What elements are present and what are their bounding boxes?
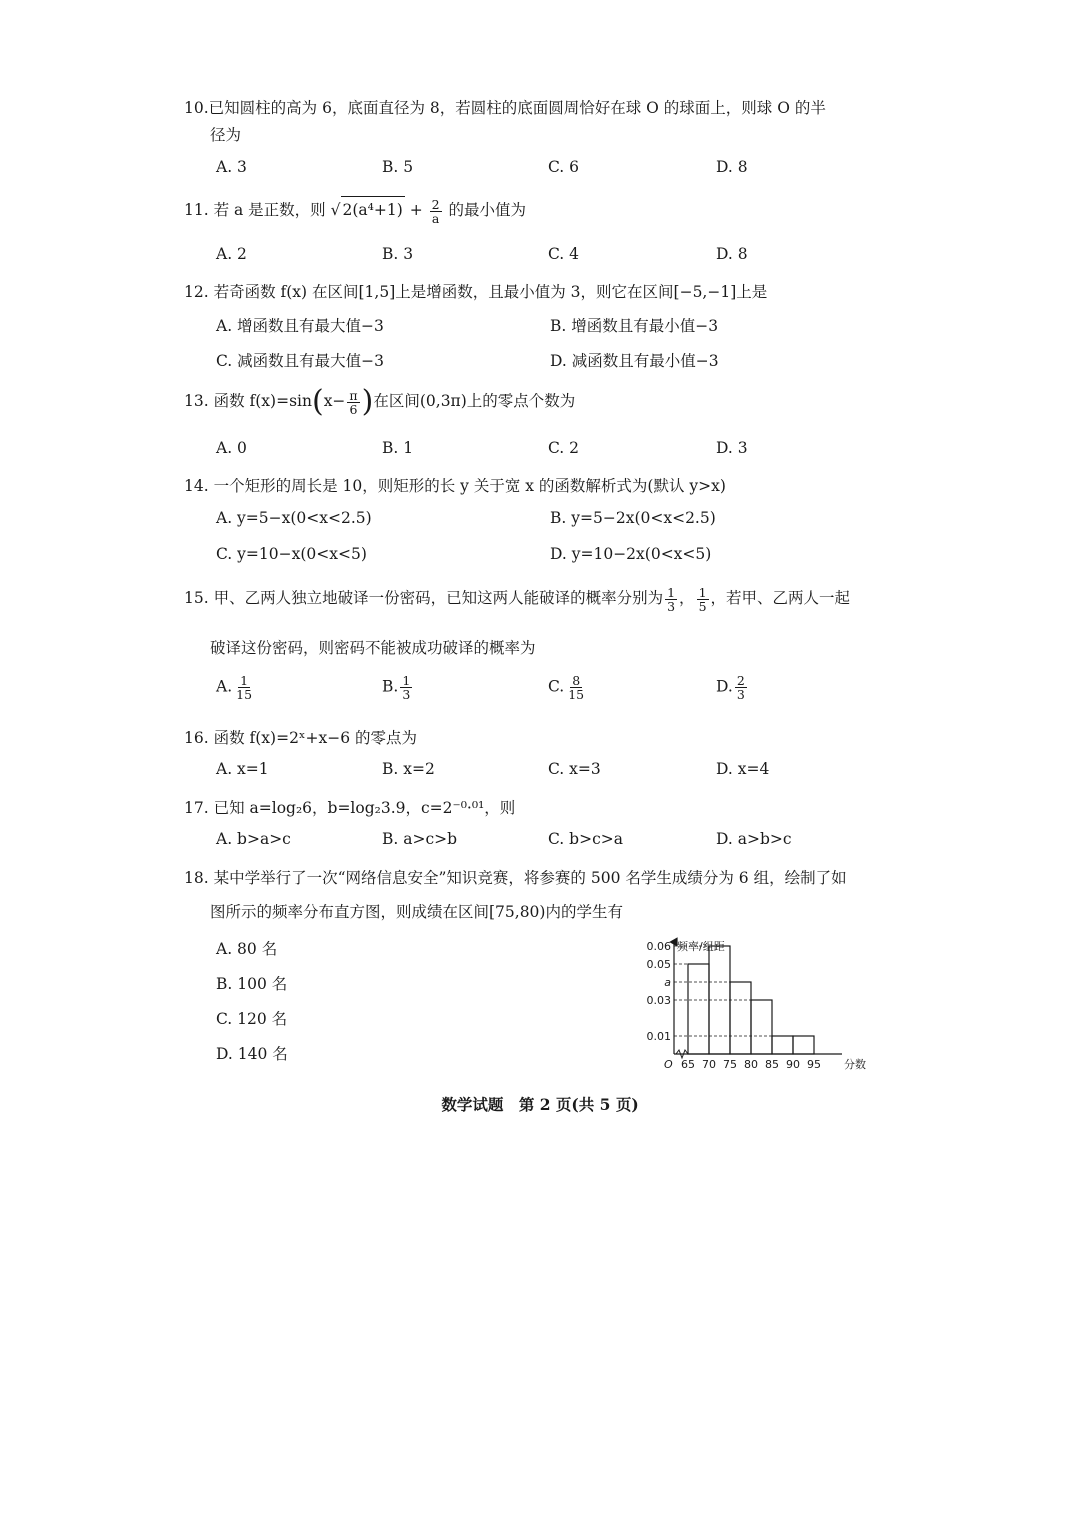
- option-d[interactable]: [716, 674, 749, 701]
- question-11: [184, 196, 874, 225]
- x-tick-label: 70: [702, 1058, 716, 1071]
- frequency-histogram: [636, 934, 872, 1074]
- question-16-stem: 16. 函数 f(x)=2ˣ+x−6 的零点为: [184, 729, 417, 747]
- option-label: A.: [216, 677, 233, 696]
- histogram-bar: [751, 1000, 772, 1054]
- question-10-stem: 10.已知圆柱的高为 6，底面直径为 8，若圆柱的底面圆周恰好在球 O 的球面上，则球 O 的半: [184, 99, 826, 117]
- option-a[interactable]: A. 2: [216, 245, 247, 263]
- option-d[interactable]: D. 8: [716, 158, 748, 176]
- option-d[interactable]: D. 8: [716, 245, 748, 263]
- option-b[interactable]: [382, 674, 414, 701]
- probability-2: [697, 586, 709, 613]
- option-label: D.: [716, 677, 733, 696]
- x-axis-label: 分数: [844, 1058, 866, 1071]
- question-15-stem-continued: 破译这份密码，则密码不能被成功破译的概率为: [210, 639, 536, 657]
- option-c[interactable]: C. 2: [548, 439, 580, 457]
- page-footer: 数学试题 第 2 页(共 5 页): [441, 1095, 639, 1114]
- option-a[interactable]: A. b>a>c: [216, 830, 291, 848]
- question-15: [184, 585, 874, 613]
- fraction-numerator: 1: [402, 673, 411, 688]
- y-tick-label: 0.01: [646, 1030, 671, 1043]
- question-10-stem-continued: 径为: [210, 126, 242, 144]
- y-axis-label: 频率/组距: [677, 940, 725, 953]
- y-tick-label: 0.03: [646, 994, 671, 1007]
- question-13-prefix: 13. 函数 f(x)=sin: [184, 392, 312, 410]
- option-a[interactable]: A. 增函数且有最大值−3: [216, 317, 384, 335]
- option-b[interactable]: B. 3: [382, 245, 414, 263]
- x-tick-label: 95: [807, 1058, 821, 1071]
- option-a[interactable]: [216, 674, 256, 701]
- plus-sign: +: [409, 201, 423, 219]
- x-tick-label: 85: [765, 1058, 779, 1071]
- left-paren: (: [311, 384, 324, 419]
- question-14: [184, 473, 874, 499]
- option-c[interactable]: C. y=10−x(0<x<5): [216, 545, 367, 563]
- fraction-denominator: 3: [736, 687, 745, 702]
- sqrt-symbol: √: [330, 201, 341, 219]
- option-label: C.: [548, 677, 565, 696]
- fraction-denominator: 3: [402, 687, 411, 702]
- fraction-denominator: a: [431, 210, 440, 226]
- y-tick-label: 0.06: [646, 940, 671, 953]
- option-a[interactable]: A. 80 名: [216, 940, 278, 958]
- fraction: [347, 389, 359, 416]
- question-12: [184, 279, 874, 305]
- option-fraction: [234, 674, 254, 701]
- fraction-denominator: 3: [667, 598, 676, 614]
- question-17-stem: 17. 已知 a=log₂6，b=log₂3.9，c=2⁻⁰·⁰¹，则: [184, 799, 516, 817]
- question-11-suffix: 的最小值为: [448, 201, 527, 219]
- option-a[interactable]: A. y=5−x(0<x<2.5): [216, 509, 372, 527]
- question-14-stem: 14. 一个矩形的周长是 10，则矩形的长 y 关于宽 x 的函数解析式为(默认 y>x): [184, 477, 726, 495]
- option-d[interactable]: D. 减函数且有最小值−3: [550, 352, 719, 370]
- option-b[interactable]: B. 5: [382, 158, 414, 176]
- option-a[interactable]: A. x=1: [216, 760, 269, 778]
- question-13: [184, 384, 874, 419]
- fraction-numerator: 2: [431, 196, 440, 212]
- question-18-stem: 18. 某中学举行了一次“网络信息安全”知识竞赛，将参赛的 500 名学生成绩分为 6 组，绘制了如: [184, 869, 847, 887]
- option-c[interactable]: C. 6: [548, 158, 580, 176]
- fraction-numerator: 8: [572, 673, 581, 688]
- x-tick-label: 75: [723, 1058, 737, 1071]
- option-c[interactable]: C. 120 名: [216, 1010, 288, 1028]
- inner-expression: x−: [323, 392, 346, 410]
- option-b[interactable]: B. x=2: [382, 760, 435, 778]
- question-18-stem-continued: 图所示的频率分布直方图，则成绩在区间[75,80)内的学生有: [210, 903, 623, 921]
- option-b[interactable]: B. 100 名: [216, 975, 288, 993]
- histogram-bar: [730, 982, 751, 1054]
- option-a[interactable]: A. 3: [216, 158, 247, 176]
- option-d[interactable]: D. 3: [716, 439, 748, 457]
- option-fraction: [566, 674, 586, 701]
- probability-1: [665, 586, 677, 613]
- option-d[interactable]: D. a>b>c: [716, 830, 792, 848]
- question-16: [184, 725, 874, 751]
- x-tick-label: 80: [744, 1058, 758, 1071]
- option-b[interactable]: B. 增函数且有最小值−3: [550, 317, 719, 335]
- option-c[interactable]: C. x=3: [548, 760, 601, 778]
- right-paren: ): [361, 384, 374, 419]
- option-b[interactable]: B. 1: [382, 439, 414, 457]
- fraction-numerator: 2: [736, 673, 745, 688]
- option-d[interactable]: D. 140 名: [216, 1045, 288, 1063]
- fraction-numerator: 1: [667, 584, 676, 600]
- histogram-bar: [688, 964, 709, 1054]
- fraction-numerator: 1: [698, 584, 707, 600]
- x-tick-label: 90: [786, 1058, 800, 1071]
- option-c[interactable]: [548, 674, 588, 701]
- y-tick-label: a: [664, 976, 671, 989]
- question-18: [184, 865, 874, 891]
- origin-label: O: [664, 1058, 673, 1071]
- question-15-stem-b: ，若甲、乙两人一起: [710, 589, 851, 607]
- histogram-bar: [793, 1036, 814, 1054]
- question-13-suffix: 在区间(0,3π)上的零点个数为: [373, 392, 576, 410]
- separator: ，: [679, 589, 695, 607]
- fraction-numerator: 1: [240, 673, 249, 688]
- question-15-stem-a: 15. 甲、乙两人独立地破译一份密码，已知这两人能破译的概率分别为: [184, 589, 664, 607]
- option-c[interactable]: C. 减函数且有最大值−3: [216, 352, 385, 370]
- option-fraction: [400, 674, 412, 701]
- option-label: B.: [382, 677, 399, 696]
- question-11-prefix: 11. 若 a 是正数，则: [184, 201, 326, 219]
- fraction-denominator: 6: [349, 401, 358, 417]
- fraction-denominator: 15: [568, 687, 585, 702]
- option-b[interactable]: B. a>c>b: [382, 830, 458, 848]
- x-tick-label: 65: [681, 1058, 695, 1071]
- histogram-bar: [772, 1036, 793, 1054]
- option-d[interactable]: D. y=10−2x(0<x<5): [550, 545, 712, 563]
- fraction-numerator: π: [349, 387, 358, 403]
- question-10: [184, 95, 874, 121]
- option-c[interactable]: C. 4: [548, 245, 580, 263]
- option-a[interactable]: A. 0: [216, 439, 247, 457]
- radicand: 2(a⁴+1): [341, 196, 405, 223]
- y-tick-label: 0.05: [646, 958, 671, 971]
- option-d[interactable]: D. x=4: [716, 760, 770, 778]
- fraction-denominator: 15: [236, 687, 253, 702]
- question-12-stem: 12. 若奇函数 f(x) 在区间[1,5]上是增函数，且最小值为 3，则它在区间[−5,−1]上是: [184, 283, 768, 301]
- option-b[interactable]: B. y=5−2x(0<x<2.5): [550, 509, 716, 527]
- fraction-denominator: 5: [698, 598, 707, 614]
- question-17: [184, 795, 874, 821]
- fraction: [430, 198, 442, 225]
- option-fraction: [735, 674, 747, 701]
- option-c[interactable]: C. b>c>a: [548, 830, 623, 848]
